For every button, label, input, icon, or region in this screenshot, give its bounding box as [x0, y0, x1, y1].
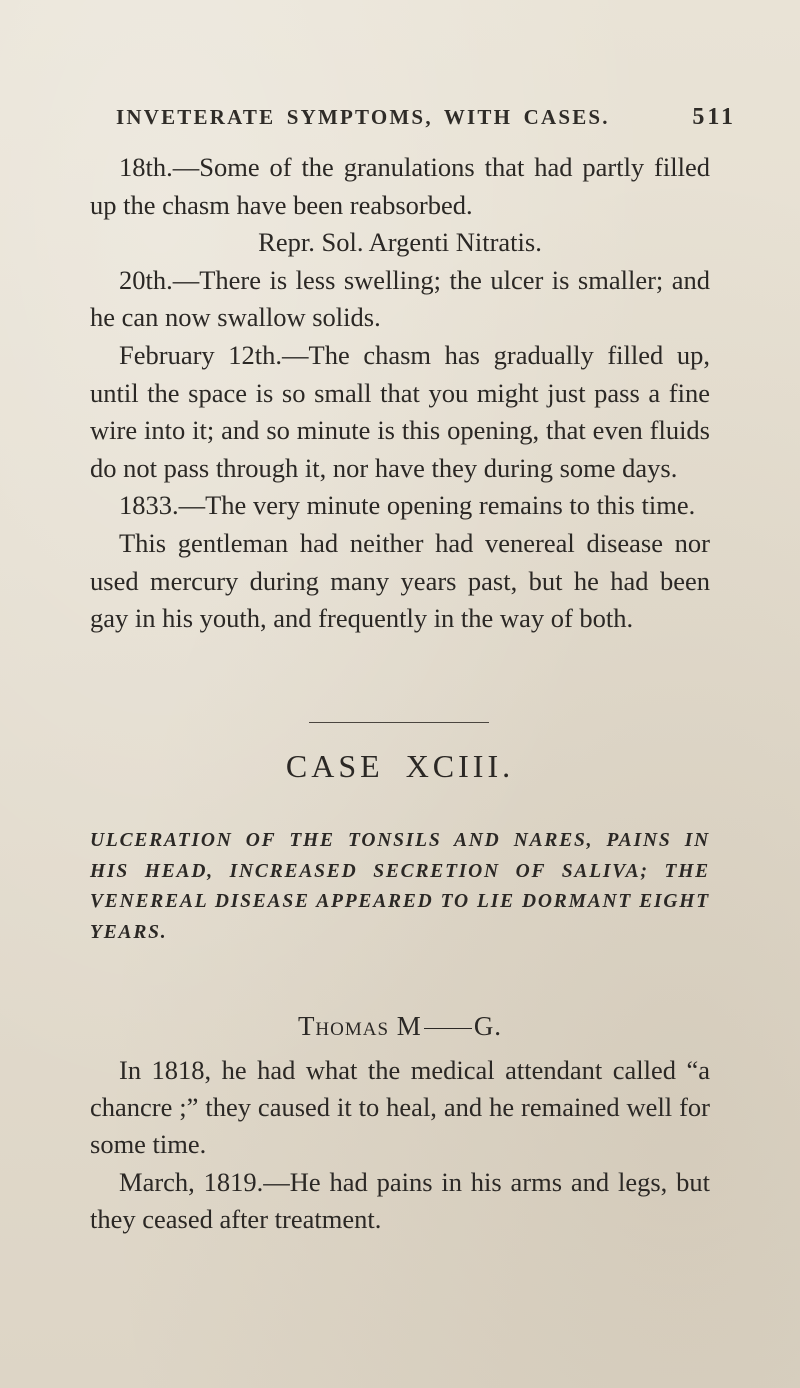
running-head-title: INVETERATE SYMPTOMS, WITH CASES.	[116, 105, 610, 129]
paragraph: 1833.—The very minute opening remains to this time.	[119, 490, 696, 521]
running-head	[116, 104, 736, 131]
name-dash	[424, 1028, 472, 1029]
case-heading: ULCERATION OF THE TONSILS AND NARES, PAINS IN HIS HEAD, INCREASED SECRETION OF SALIVA; THE VENEREAL DISEASE APPEARED TO LIE DORMANT EIGHT YEARS.	[90, 830, 710, 943]
patient-name-text: Thomas M	[297, 1011, 422, 1041]
case-body-text	[90, 1052, 710, 1238]
body-text	[90, 149, 710, 638]
paragraph: February 12th.—The chasm has gradually filled up, until the space is so small that you might just pass a fine wire into it; and so minute is this opening, that even fluids do not pass through it, nor have they during some days.	[90, 339, 710, 483]
paragraph: 18th.—Some of the granulations that had partly filled up the chasm have been reabsorbed.	[90, 152, 710, 220]
paragraph: This gentleman had neither had venereal disease nor used mercury during many years past, but he had been gay in his youth, and frequently in the way of both.	[90, 527, 710, 634]
section-divider	[309, 722, 489, 723]
paragraph: In 1818, he had what the medical attendant called “a chancre ;” they caused it to heal, and he remained well for some time.	[90, 1055, 710, 1160]
patient-name-suffix: G.	[473, 1011, 503, 1041]
patient-name	[0, 1011, 800, 1042]
page-number: 511	[692, 104, 736, 130]
prescription-line: Repr. Sol. Argenti Nitratis.	[258, 227, 542, 258]
paragraph: 20th.—There is less swelling; the ulcer is smaller; and he can now swallow solids.	[90, 264, 710, 333]
case-title: CASE XCIII.	[285, 748, 515, 784]
paragraph: March, 1819.—He had pains in his arms and legs, but they ceased after treatment.	[90, 1166, 710, 1234]
